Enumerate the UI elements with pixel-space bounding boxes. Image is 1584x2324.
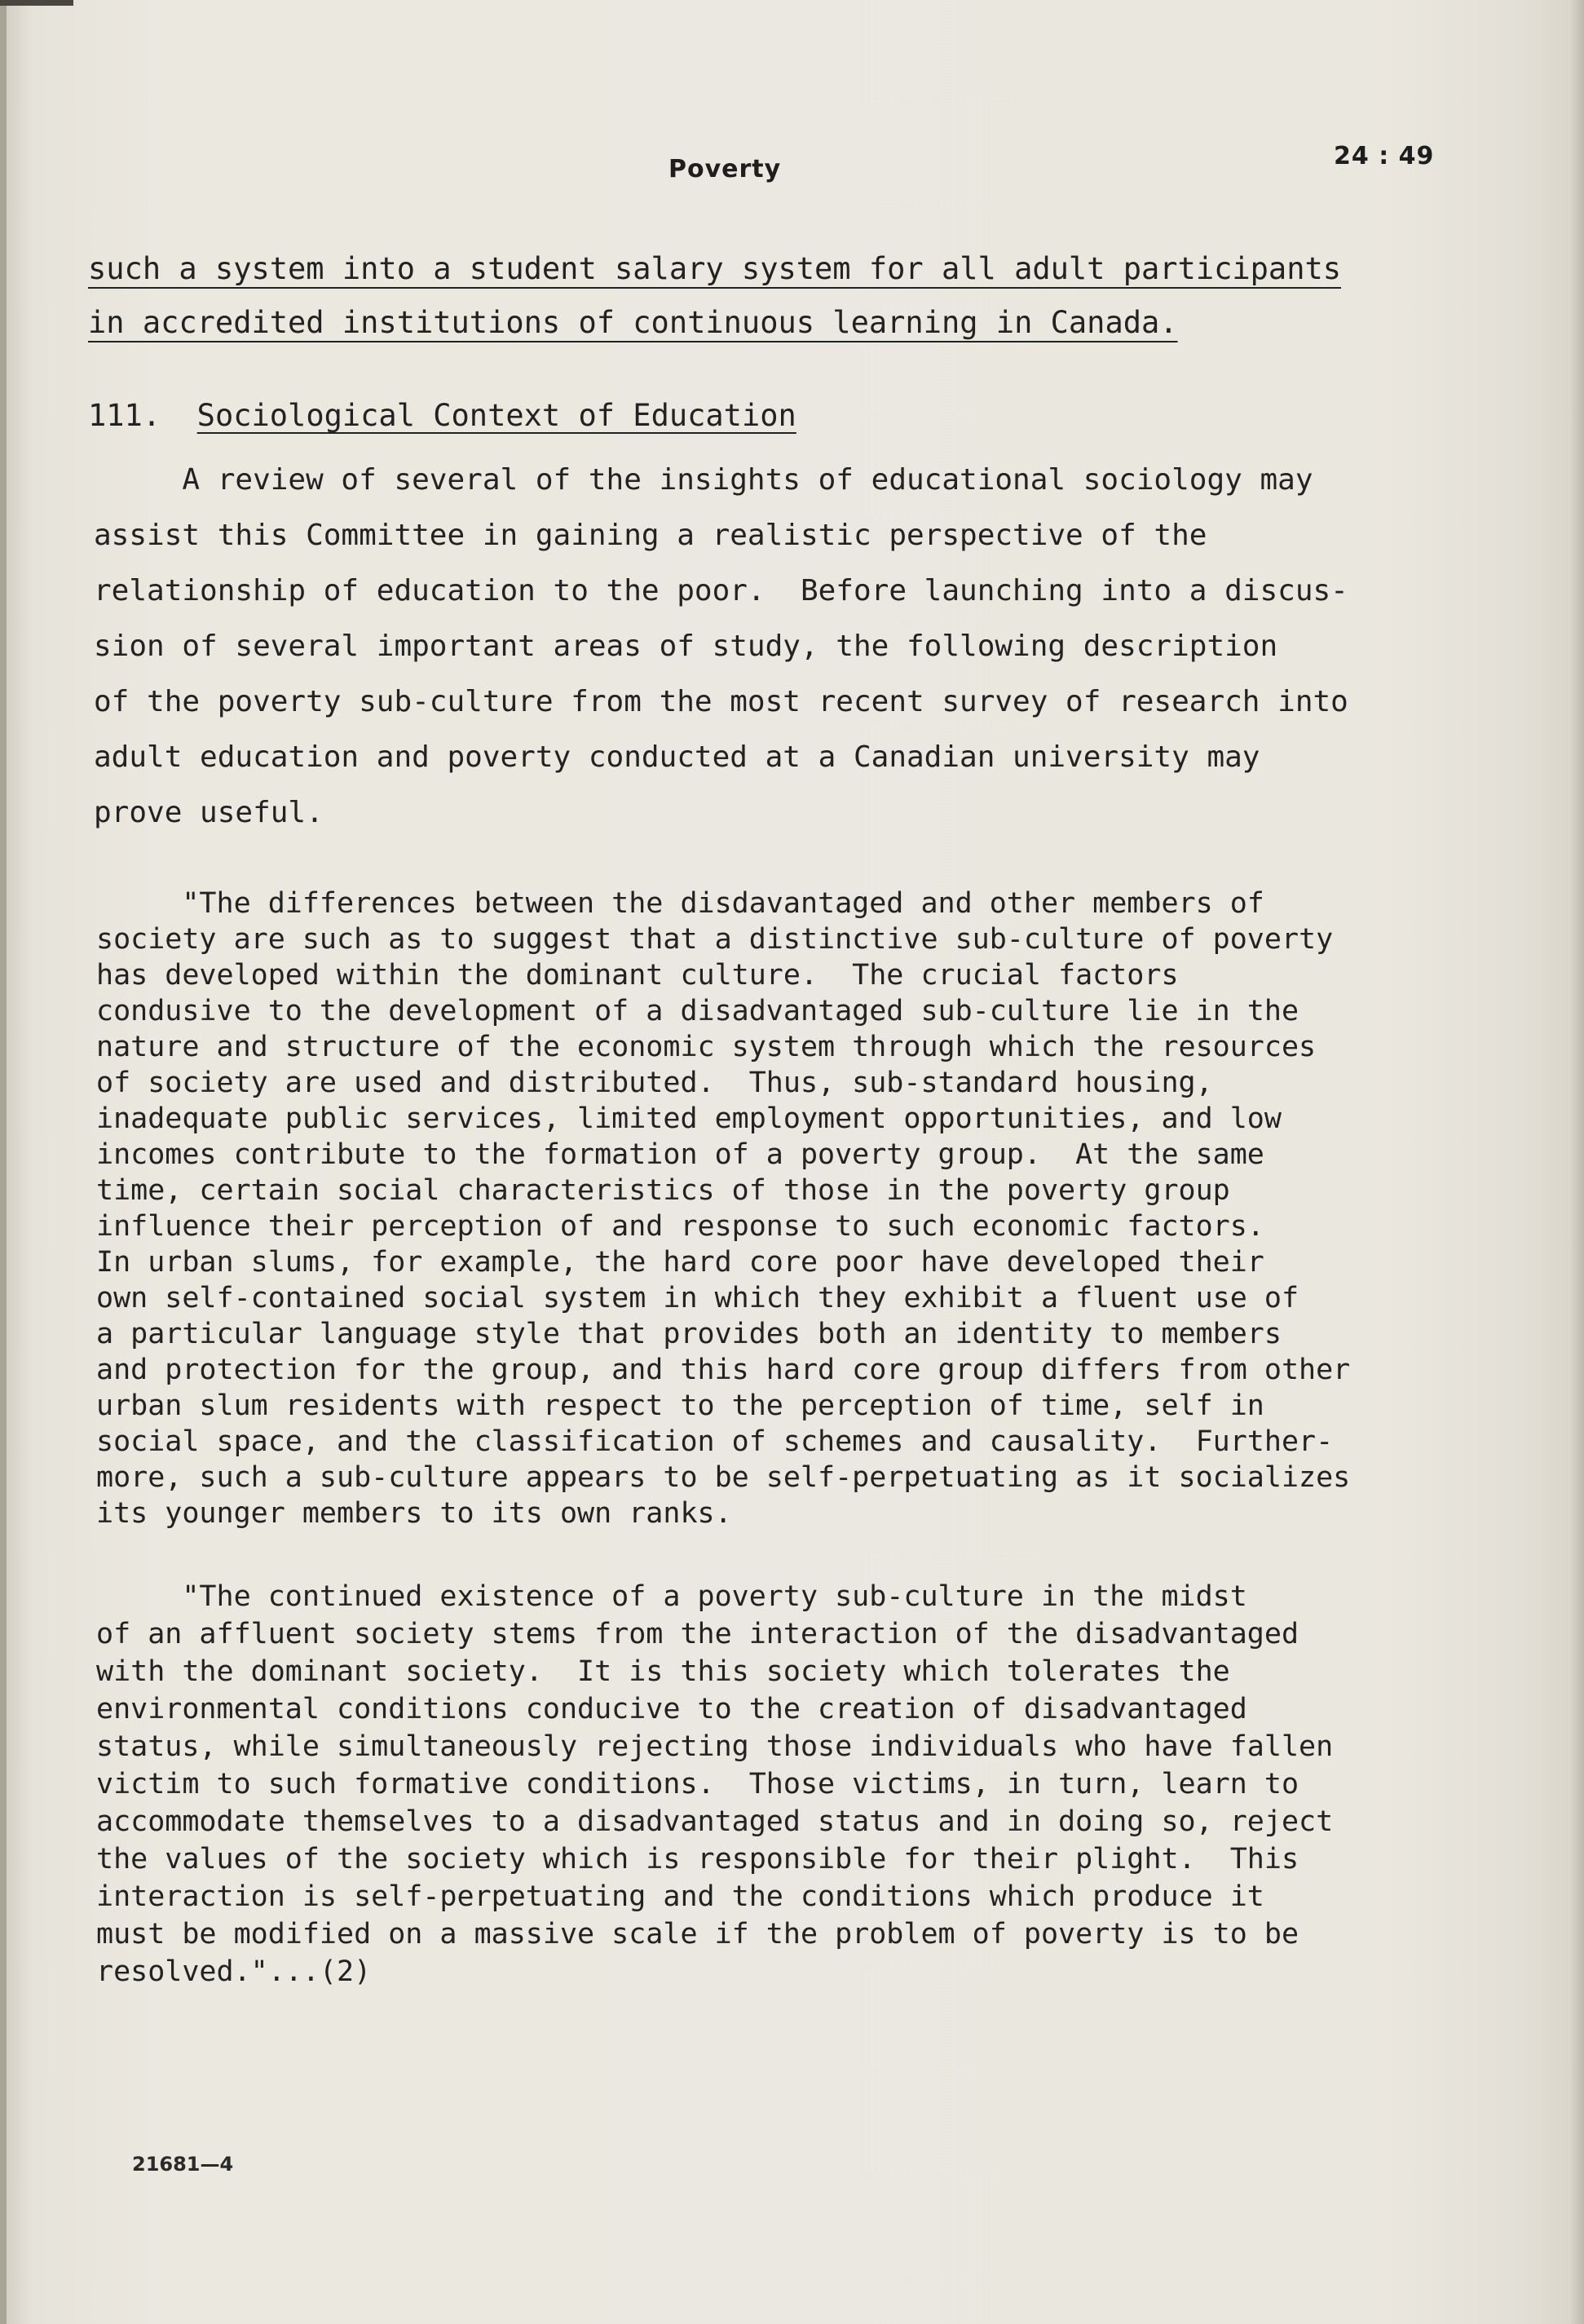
quote-line: interaction is self-perpetuating and the conditions which produce it	[96, 1880, 1264, 1913]
page-right-edge	[1571, 0, 1584, 2324]
page-number: 24 : 49	[1334, 142, 1435, 170]
quote-line: of society are used and distributed. Thus, sub-standard housing,	[96, 1067, 1213, 1099]
intro-line-1: such a system into a student salary system for all adult participants	[88, 251, 1342, 286]
quote-line: with the dominant society. It is this society which tolerates the	[96, 1655, 1230, 1688]
intro-line-2: in accredited institutions of continuous learning in Canada.	[88, 305, 1178, 340]
quote-line: environmental conditions conducive to the creation of disadvantaged	[96, 1693, 1247, 1725]
quote-line: of an affluent society stems from the interaction of the disadvantaged	[96, 1618, 1299, 1650]
quote-line: "The differences between the disdavantaged and other members of	[96, 887, 1264, 920]
body-line: relationship of education to the poor. Before launching into a discus-	[94, 574, 1348, 608]
body-line: A review of several of the insights of educational sociology may	[94, 463, 1313, 497]
section-number: 111.	[88, 398, 161, 433]
quote-line: its younger members to its own ranks.	[96, 1497, 732, 1530]
quote-line: the values of the society which is responsible for their plight. This	[96, 1843, 1299, 1876]
quote-line: and protection for the group, and this hard core group differs from other	[96, 1354, 1351, 1386]
body-line: of the poverty sub-culture from the most recent survey of research into	[94, 685, 1348, 718]
quote-line: condusive to the development of a disadvantaged sub-culture lie in the	[96, 995, 1299, 1027]
quote-line: "The continued existence of a poverty sub-culture in the midst	[96, 1580, 1247, 1613]
quote-line: influence their perception of and response to such economic factors.	[96, 1210, 1264, 1243]
body-line: sion of several important areas of study, the following description	[94, 630, 1278, 663]
body-line: adult education and poverty conducted at a Canadian university may	[94, 740, 1260, 774]
quote-line: accommodate themselves to a disadvantaged status and in doing so, reject	[96, 1805, 1334, 1838]
quote-line: time, certain social characteristics of those in the poverty group	[96, 1174, 1230, 1207]
quote-line: social space, and the classification of schemes and causality. Further-	[96, 1425, 1334, 1458]
quote-line: own self-contained social system in which they exhibit a fluent use of	[96, 1282, 1299, 1314]
quote-line: a particular language style that provides both an identity to members	[96, 1318, 1282, 1350]
page-top-mark	[0, 0, 73, 6]
quote-line: status, while simultaneously rejecting those individuals who have fallen	[96, 1730, 1334, 1763]
quote-line: must be modified on a massive scale if the problem of poverty is to be	[96, 1918, 1299, 1951]
quote-line: society are such as to suggest that a distinctive sub-culture of poverty	[96, 923, 1334, 956]
quote-line: nature and structure of the economic system through which the resources	[96, 1031, 1317, 1063]
quote-line: resolved."...(2)	[96, 1955, 372, 1988]
quote-line: more, such a sub-culture appears to be self-perpetuating as it socializes	[96, 1461, 1351, 1494]
footer-printer-code: 21681—4	[132, 2153, 234, 2176]
quote-line: victim to such formative conditions. Those victims, in turn, learn to	[96, 1768, 1299, 1800]
section-title: Sociological Context of Education	[196, 398, 796, 433]
body-line: prove useful.	[94, 796, 324, 829]
page-left-edge	[0, 0, 7, 2324]
quote-line: incomes contribute to the formation of a poverty group. At the same	[96, 1138, 1264, 1171]
quote-line: inadequate public services, limited employment opportunities, and low	[96, 1102, 1282, 1135]
section-heading	[88, 398, 796, 433]
quote-line: In urban slums, for example, the hard core poor have developed their	[96, 1246, 1264, 1279]
quote-line: urban slum residents with respect to the perception of time, self in	[96, 1390, 1264, 1422]
quote-line: has developed within the dominant culture. The crucial factors	[96, 959, 1179, 992]
running-header-title: Poverty	[668, 155, 782, 183]
body-line: assist this Committee in gaining a realistic perspective of the	[94, 519, 1207, 552]
